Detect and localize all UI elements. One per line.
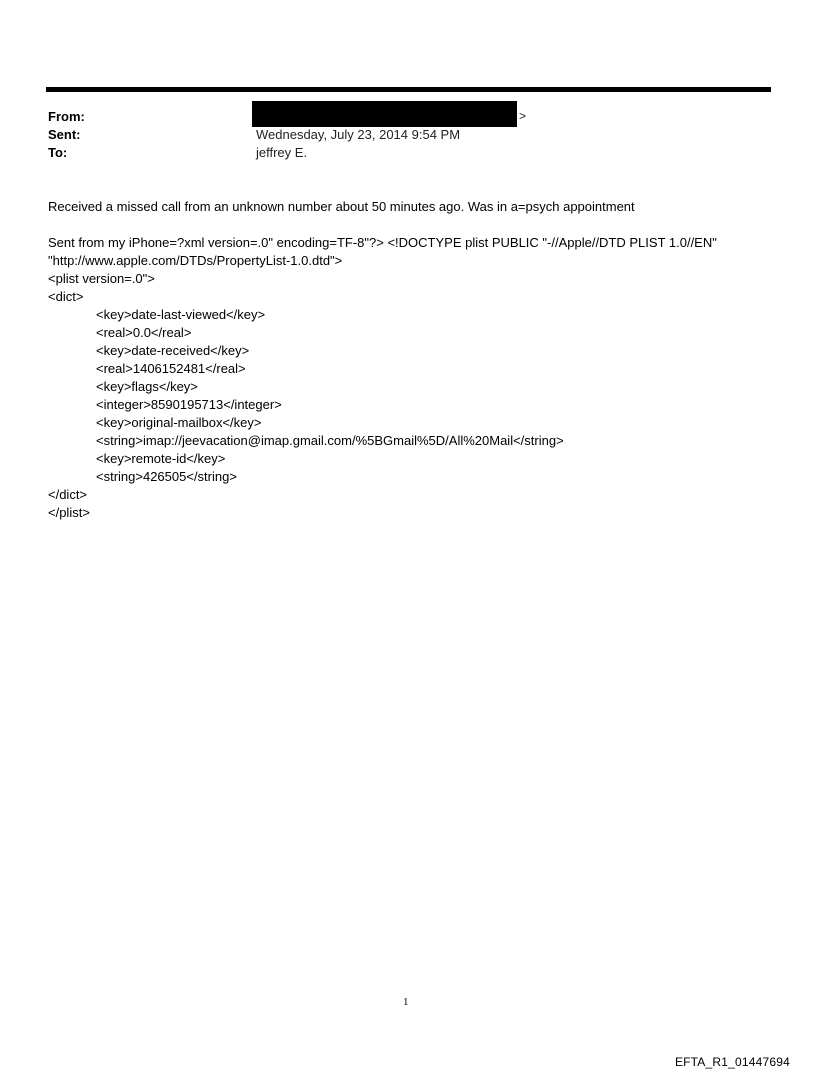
sent-value: Wednesday, July 23, 2014 9:54 PM [256, 127, 461, 142]
message-body: Received a missed call from an unknown number about 50 minutes ago. Was in a=psych appointment [48, 199, 635, 214]
plist-line: <string>426505</string> [96, 469, 237, 484]
plist-line: <key>remote-id</key> [96, 451, 226, 466]
signature-line-1: Sent from my iPhone=?xml version=.0" encoding=TF-8"?> <!DOCTYPE plist PUBLIC "-//Apple//DTD PLIST 1.0//EN" [48, 235, 717, 250]
plist-line: <real>0.0</real> [96, 325, 192, 340]
sent-label: Sent: [48, 127, 81, 142]
signature-line-2: "http://www.apple.com/DTDs/PropertyList-1.0.dtd"> [48, 253, 343, 268]
plist-line: <string>imap://jeevacation@imap.gmail.com/%5BGmail%5D/All%20Mail</string> [96, 433, 564, 448]
from-value-tail: > [519, 109, 527, 123]
plist-line: <integer>8590195713</integer> [96, 397, 282, 412]
redacted-sender-block [252, 101, 517, 127]
to-row [48, 144, 768, 161]
from-label: From: [48, 109, 85, 124]
plist-block [48, 270, 564, 522]
page-number: 1 [403, 996, 409, 1008]
plist-line: <key>flags</key> [96, 379, 198, 394]
plist-line: <key>date-last-viewed</key> [96, 307, 266, 322]
to-label: To: [48, 145, 68, 160]
plist-line: <key>original-mailbox</key> [96, 415, 262, 430]
document-id: EFTA_R1_01447694 [674, 1055, 790, 1069]
header-divider [46, 87, 771, 92]
plist-line: <real>1406152481</real> [96, 361, 246, 376]
sent-row [48, 126, 768, 143]
plist-line: <plist version=.0"> [48, 271, 155, 286]
plist-line: <key>date-received</key> [96, 343, 250, 358]
plist-line: </dict> [48, 487, 88, 502]
to-value: jeffrey E. [256, 145, 308, 160]
plist-line: </plist> [48, 505, 90, 520]
plist-line: <dict> [48, 289, 84, 304]
